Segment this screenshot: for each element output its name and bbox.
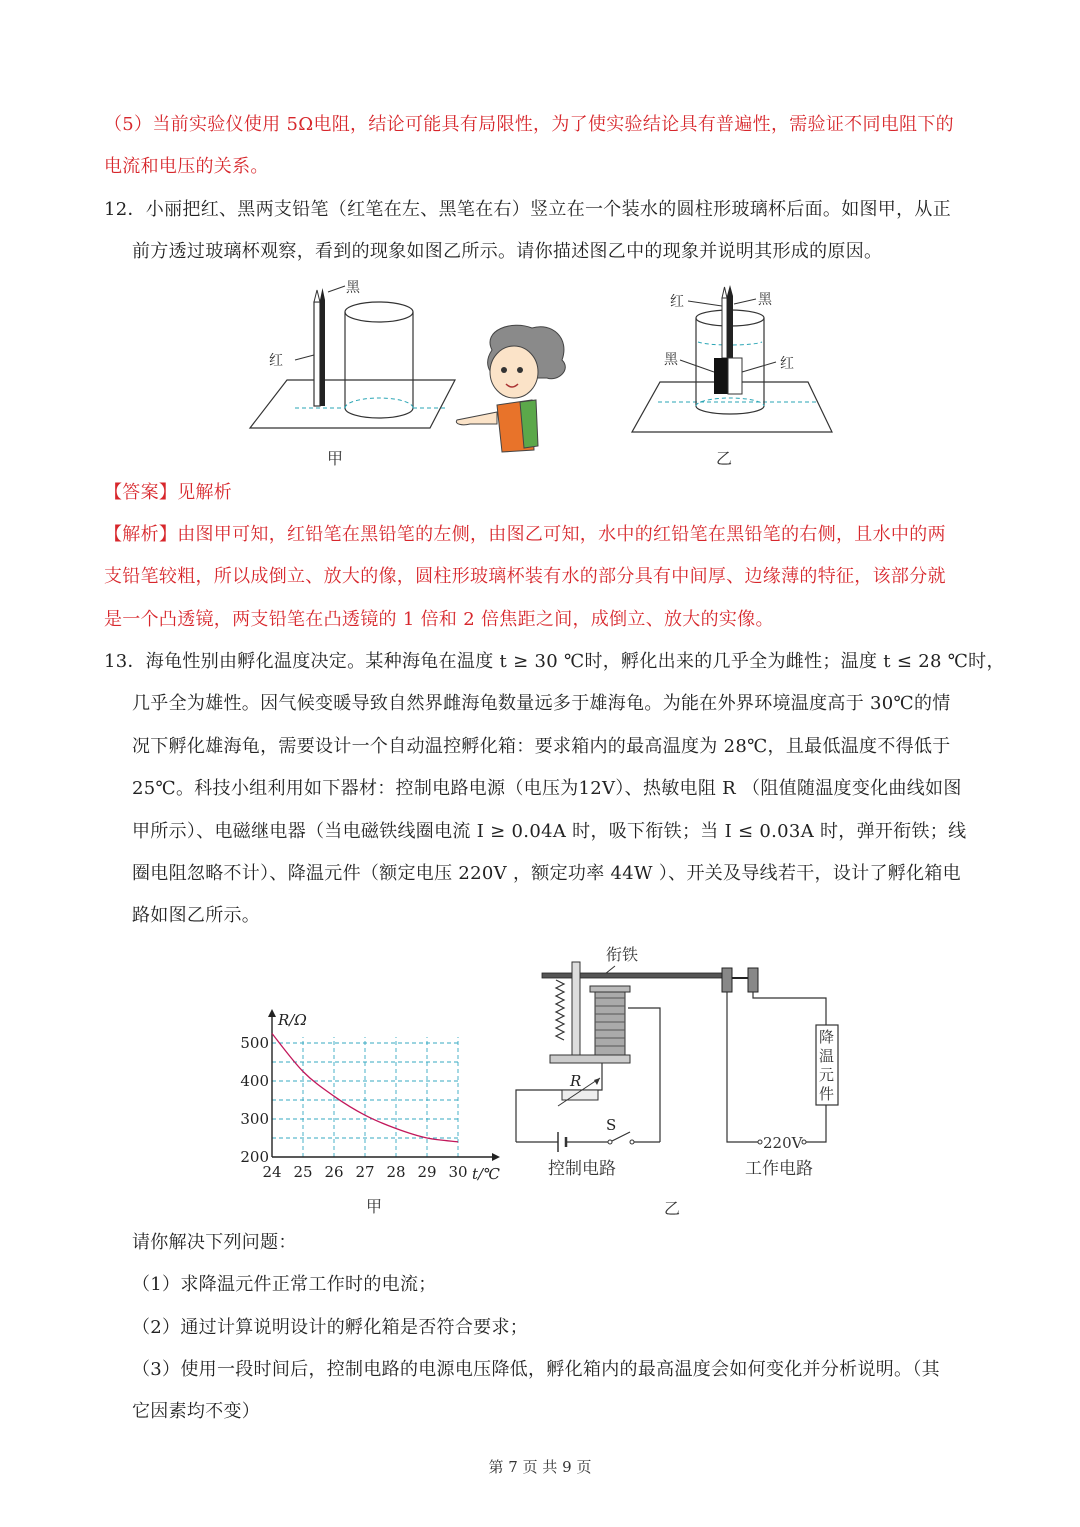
fig-b-label-black-low: 黑 xyxy=(664,352,678,368)
chart-xtick-label: 27 xyxy=(355,1163,375,1181)
q13-prompt: 请你解决下列问题： xyxy=(132,1232,297,1253)
q13-text-line-2: 几乎全为雄性。因气候变暖导致自然界雌海龟数量远多于雄海龟。为能在外界环境温度高于 30℃的情 xyxy=(132,693,951,714)
q13-sub-1: （1）求降温元件正常工作时的电流； xyxy=(132,1274,437,1295)
pencil-black xyxy=(320,300,325,406)
spring xyxy=(556,980,564,1040)
q13-text-line-6: 圈电阻忽略不计）、降温元件（额定电压 220V ，额定功率 44W ）、开关及导线若干，设计了孵化箱电 xyxy=(132,863,961,884)
switch-label: S xyxy=(606,1116,617,1134)
incubator-circuit-diagram xyxy=(510,940,850,1185)
work-circuit-label: 工作电路 xyxy=(745,1159,813,1179)
chart-ytick-label: 300 xyxy=(240,1110,269,1128)
fig-a-label-red: 红 xyxy=(269,353,283,369)
chart-ylabel: R/Ω xyxy=(278,1011,307,1029)
fig-b-label-red-low: 红 xyxy=(780,356,794,372)
figure-a-pencils-glass xyxy=(245,280,465,440)
chart-ytick-label: 400 xyxy=(240,1072,269,1090)
q12-analysis-line-2: 支铅笔较粗，所以成倒立、放大的像，圆柱形玻璃杯装有水的部分具有中间厚、边缘薄的特征，该部分就 xyxy=(104,566,946,587)
circuit-caption: 乙 xyxy=(664,1199,681,1218)
resistor-label: R xyxy=(570,1072,582,1090)
chart-xtick-label: 29 xyxy=(417,1163,437,1181)
q12-text-line-2: 前方透过玻璃杯观察，看到的现象如图乙所示。请你描述图乙中的现象并说明其形成的原因。 xyxy=(132,241,883,262)
page-footer: 第 7 页 共 9 页 xyxy=(488,1458,592,1476)
fig-a-caption: 甲 xyxy=(327,449,344,468)
armature-bar xyxy=(542,973,732,978)
cooling-char-3: 元 xyxy=(819,1066,835,1084)
chart-xlabel: t/℃ xyxy=(472,1165,500,1183)
q11-answer-line-1: （5）当前实验仪使用 5Ω电阻，结论可能具有局限性，为了使实验结论具有普遍性，需验证不同电阻下的 xyxy=(104,114,954,135)
armature-label: 衔铁 xyxy=(606,945,639,964)
fig-b-caption: 乙 xyxy=(716,449,733,468)
q12-analysis-line-1: 【解析】由图甲可知，红铅笔在黑铅笔的左侧，由图乙可知，水中的红铅笔在黑铅笔的右侧，且水中的两 xyxy=(104,524,946,545)
chart-xtick-label: 24 xyxy=(262,1163,282,1181)
q13-text-line-1: 13．海龟性别由孵化温度决定。某种海龟在温度 t ≥ 30 ℃时，孵化出来的几乎全为雌性；温度 t ≤ 28 ℃时， xyxy=(104,651,1005,672)
q13-text-line-4: 25℃。科技小组利用如下器材：控制电路电源（电压为12V）、热敏电阻 R （阻值随温度变化曲线如图 xyxy=(132,778,962,799)
chart-xtick-label: 30 xyxy=(448,1163,468,1181)
voltage-label: 220V xyxy=(763,1134,803,1152)
q13-text-line-7: 路如图乙所示。 xyxy=(132,905,261,926)
red-pencil-image xyxy=(728,358,742,394)
fig-a-label-black: 黑 xyxy=(346,280,360,296)
control-circuit-label: 控制电路 xyxy=(548,1159,616,1179)
q12-answer: 【答案】见解析 xyxy=(104,482,233,503)
q12-analysis-line-3: 是一个凸透镜，两支铅笔在凸透镜的 1 倍和 2 倍焦距之间，成倒立、放大的实像。 xyxy=(104,609,774,630)
chart-xtick-label: 26 xyxy=(324,1163,344,1181)
q13-sub-2: （2）通过计算说明设计的孵化箱是否符合要求； xyxy=(132,1317,529,1338)
cooling-char-4: 件 xyxy=(819,1085,835,1103)
resistance-temperature-chart xyxy=(230,1005,520,1185)
q13-sub-3-line-1: （3）使用一段时间后，控制电路的电源电压降低，孵化箱内的最高温度会如何变化并分析说明。（其 xyxy=(132,1359,940,1380)
black-pencil-image xyxy=(714,358,728,394)
fig-b-label-red-top: 红 xyxy=(670,294,684,310)
q13-sub-3-line-2: 它因素均不变） xyxy=(132,1401,261,1422)
chart-caption: 甲 xyxy=(366,1197,383,1216)
q13-text-line-5: 甲所示）、电磁继电器（当电磁铁线圈电流 I ≥ 0.04A 时，吸下衔铁；当 I ≤ 0.03A 时，弹开衔铁；线 xyxy=(132,821,967,842)
q12-text-line-1: 12．小丽把红、黑两支铅笔（红笔在左、黑笔在右）竖立在一个装水的圆柱形玻璃杯后面。如图甲，从正 xyxy=(104,199,951,220)
pencil-red xyxy=(314,302,320,406)
chart-ytick-label: 200 xyxy=(240,1148,269,1166)
girl-illustration xyxy=(452,320,577,455)
cooling-char-2: 温 xyxy=(819,1047,835,1065)
q11-answer-line-2: 电流和电压的关系。 xyxy=(104,156,269,177)
cooling-char-1: 降 xyxy=(819,1028,835,1046)
chart-xtick-label: 28 xyxy=(386,1163,406,1181)
q13-text-line-3: 况下孵化雄海龟，需要设计一个自动温控孵化箱：要求箱内的最高温度为 28℃，且最低温度不得低于 xyxy=(132,736,951,757)
chart-xtick-label: 25 xyxy=(293,1163,313,1181)
chart-ytick-label: 500 xyxy=(240,1034,269,1052)
figure-b-refraction-view xyxy=(628,282,838,442)
fig-b-label-black-top: 黑 xyxy=(758,292,772,308)
